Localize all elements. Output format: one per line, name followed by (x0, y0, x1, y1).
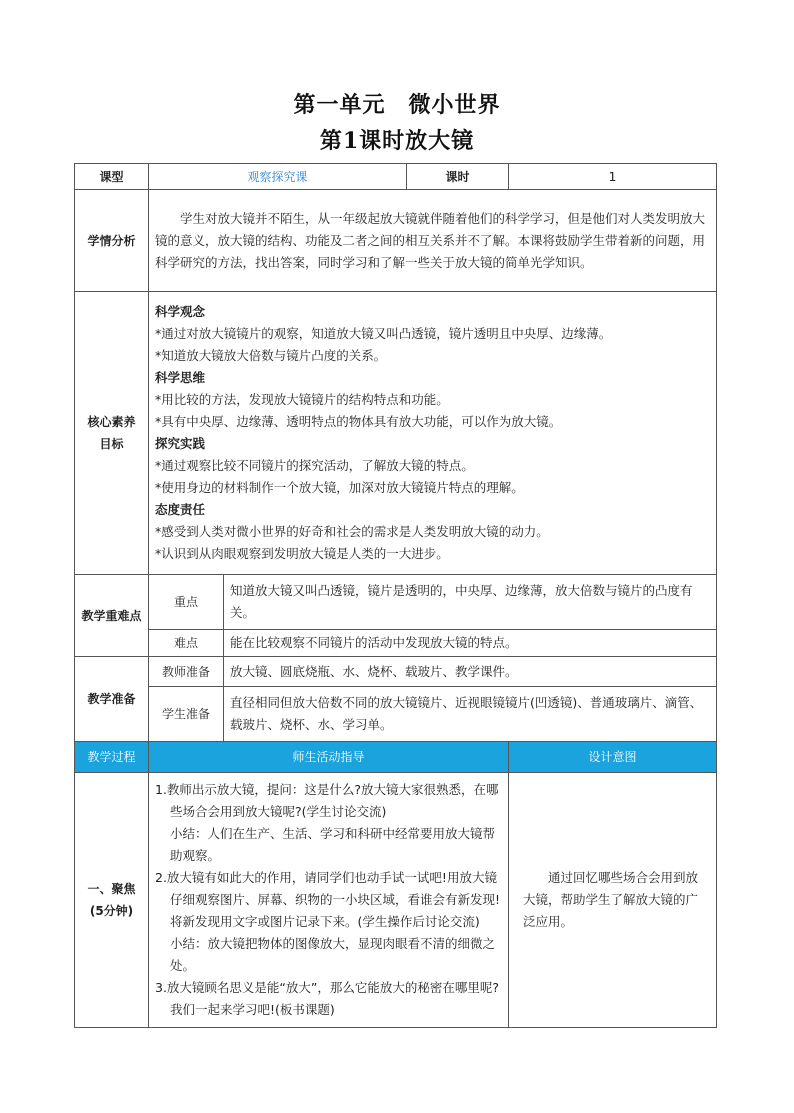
process-header-col1: 教学过程 (75, 742, 149, 773)
stage-focus-row (75, 773, 717, 1028)
teacher-prep-text: 放大镜、圆底烧瓶、水、烧杯、载玻片、教学课件。 (224, 657, 717, 687)
goals-label-1: 核心素养 (87, 415, 136, 429)
course-type-label: 课型 (75, 164, 149, 190)
goal-item: *通过对放大镜镜片的观察，知道放大镜又叫凸透镜，镜片透明且中央厚、边缘薄。 (155, 326, 612, 341)
goal-heading: 探究实践 (155, 436, 206, 451)
lesson-plan-table (74, 163, 717, 1028)
key-point-row (75, 575, 717, 630)
goal-item: *用比较的方法，发现放大镜镜片的结构特点和功能。 (155, 392, 449, 407)
activity-summary: 小结：放大镜把物体的图像放大，显现肉眼看不清的细微之处。 (170, 936, 496, 973)
process-header-col2: 师生活动指导 (149, 742, 509, 773)
goal-item: *认识到从肉眼观察到发明放大镜是人类的一大进步。 (155, 546, 449, 561)
goals-row (75, 292, 717, 575)
goal-item: *感受到人类对微小世界的好奇和社会的需求是人类发明放大镜的动力。 (155, 524, 549, 539)
student-prep-label: 学生准备 (149, 687, 224, 742)
goals-label-2: 目标 (99, 437, 124, 451)
goal-item: *通过观察比较不同镜片的探究活动，了解放大镜的特点。 (155, 458, 474, 473)
period-value: 1 (509, 164, 717, 190)
process-header-col3: 设计意图 (509, 742, 717, 773)
difficulty-label: 难点 (149, 630, 224, 657)
student-prep-text: 直径相同但放大倍数不同的放大镜镜片、近视眼镜镜片(凹透镜)、普通玻璃片、滴管、载玻片、烧杯、水、学习单。 (224, 687, 717, 742)
activity-step: 3.放大镜顾名思义是能“放大”，那么它能放大的秘密在哪里呢?我们一起来学习吧!(板书课题) (155, 980, 500, 1017)
activity-summary: 小结：人们在生产、生活、学习和科研中经常要用放大镜帮助观察。 (170, 826, 496, 863)
process-header-row (75, 742, 717, 773)
goal-heading: 科学观念 (155, 304, 206, 319)
difficulty-text: 能在比较观察不同镜片的活动中发现放大镜的特点。 (224, 630, 717, 657)
course-type-row (75, 164, 717, 190)
stage-duration: (5分钟) (89, 904, 134, 918)
unit-title: 第一单元 微小世界 (293, 92, 501, 118)
design-intent: 通过回忆哪些场合会用到放大镜，帮助学生了解放大镜的广泛应用。 (523, 870, 699, 929)
key-text: 知道放大镜又叫凸透镜，镜片是透明的，中央厚、边缘薄，放大倍数与镜片的凸度有关。 (224, 575, 717, 630)
difficulty-row (75, 630, 717, 657)
student-prep-row (75, 687, 717, 742)
teacher-prep-row (75, 657, 717, 687)
goal-item: *使用身边的材料制作一个放大镜，加深对放大镜镜片特点的理解。 (155, 480, 524, 495)
analysis-label: 学情分析 (75, 190, 149, 292)
key-label: 重点 (149, 575, 224, 630)
goal-heading: 科学思维 (155, 370, 206, 385)
goal-item: *具有中央厚、边缘薄、透明特点的物体具有放大功能，可以作为放大镜。 (155, 414, 562, 429)
goal-heading: 态度责任 (155, 502, 206, 517)
goal-item: *知道放大镜放大倍数与镜片凸度的关系。 (155, 348, 387, 363)
teacher-prep-label: 教师准备 (149, 657, 224, 687)
course-type-value: 观察探究课 (149, 164, 407, 190)
lesson-title: 第1课时放大镜 (319, 128, 475, 154)
activity-step: 2.放大镜有如此大的作用，请同学们也动手试一试吧!用放大镜仔细观察图片、屏幕、织物的一小块区域，看谁会有新发现!将新发现用文字或图片记录下来。(学生操作后讨论交流) (155, 870, 501, 929)
prep-label: 教学准备 (75, 657, 149, 742)
keypoints-label: 教学重难点 (75, 575, 149, 657)
activity-step: 1.教师出示放大镜，提问：这是什么?放大镜大家很熟悉，在哪些场合会用到放大镜呢?(学生讨论交流) (155, 782, 499, 819)
period-label: 课时 (407, 164, 509, 190)
analysis-text: 学生对放大镜并不陌生，从一年级起放大镜就伴随着他们的科学学习，但是他们对人类发明放大镜的意义，放大镜的结构、功能及二者之间的相互关系并不了解。本课将鼓励学生带着新的问题，用科学研究的方法，找出答案，同时学习和了解一些关于放大镜的简单光学知识。 (155, 210, 706, 270)
stage-name: 一、聚焦 (87, 882, 136, 896)
analysis-row (75, 190, 717, 292)
